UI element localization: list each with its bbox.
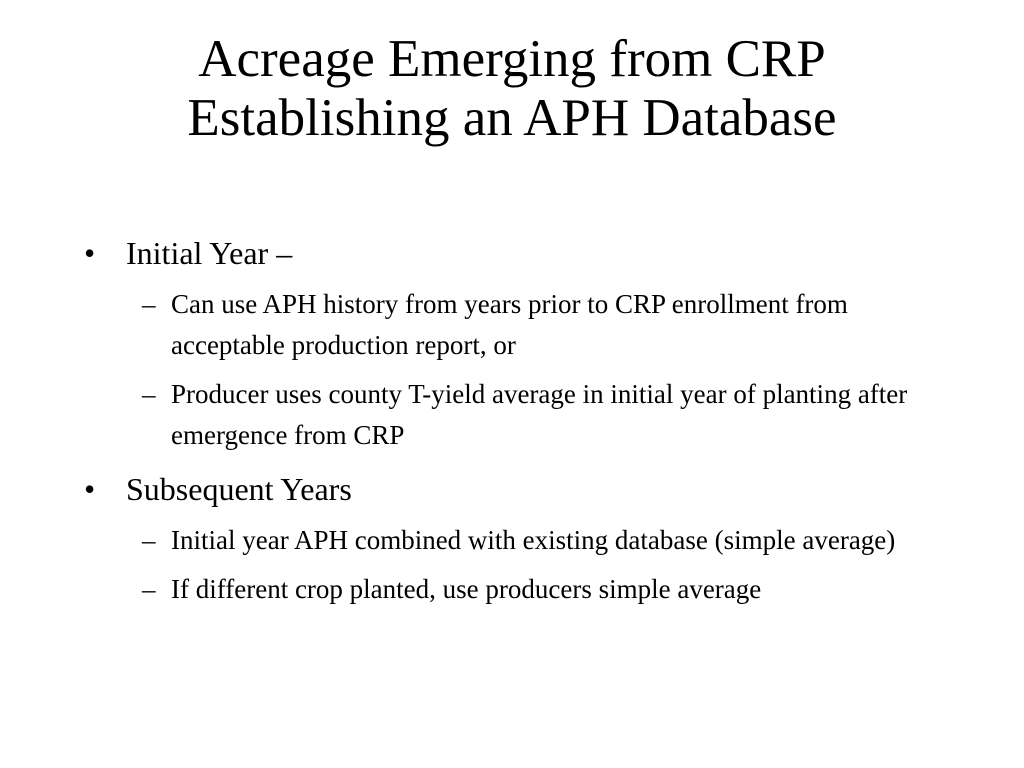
bullet-text: Subsequent Years <box>126 471 352 507</box>
sub-bullet-text: Initial year APH combined with existing database (simple average) <box>171 525 896 555</box>
title-line-2: Establishing an APH Database <box>187 89 837 147</box>
bullet-marker: • <box>84 471 96 507</box>
dash-marker: – <box>142 289 156 319</box>
sub-bullet-aph-history <box>84 284 944 366</box>
sub-bullet-text: Producer uses county T-yield average in initial year of planting after emergence from CRP <box>171 379 908 450</box>
bullet-initial-year <box>84 228 944 278</box>
sub-bullet-t-yield <box>84 374 944 456</box>
subsequent-years-sub-list <box>84 520 944 610</box>
slide-body <box>84 228 944 618</box>
sub-bullet-text: Can use APH history from years prior to CRP enrollment from acceptable production report, or <box>171 289 848 360</box>
sub-bullet-text: If different crop planted, use producers simple average <box>171 574 762 604</box>
dash-marker: – <box>142 379 156 409</box>
bullet-marker: • <box>84 235 96 271</box>
title-line-1: Acreage Emerging from CRP <box>198 30 826 88</box>
sub-bullet-combined-database <box>84 520 944 561</box>
slide-title <box>60 30 964 148</box>
dash-marker: – <box>142 574 156 604</box>
dash-marker: – <box>142 525 156 555</box>
bullet-subsequent-years <box>84 464 944 514</box>
initial-year-sub-list <box>84 284 944 456</box>
bullet-text: Initial Year – <box>126 235 293 271</box>
sub-bullet-different-crop <box>84 569 944 610</box>
